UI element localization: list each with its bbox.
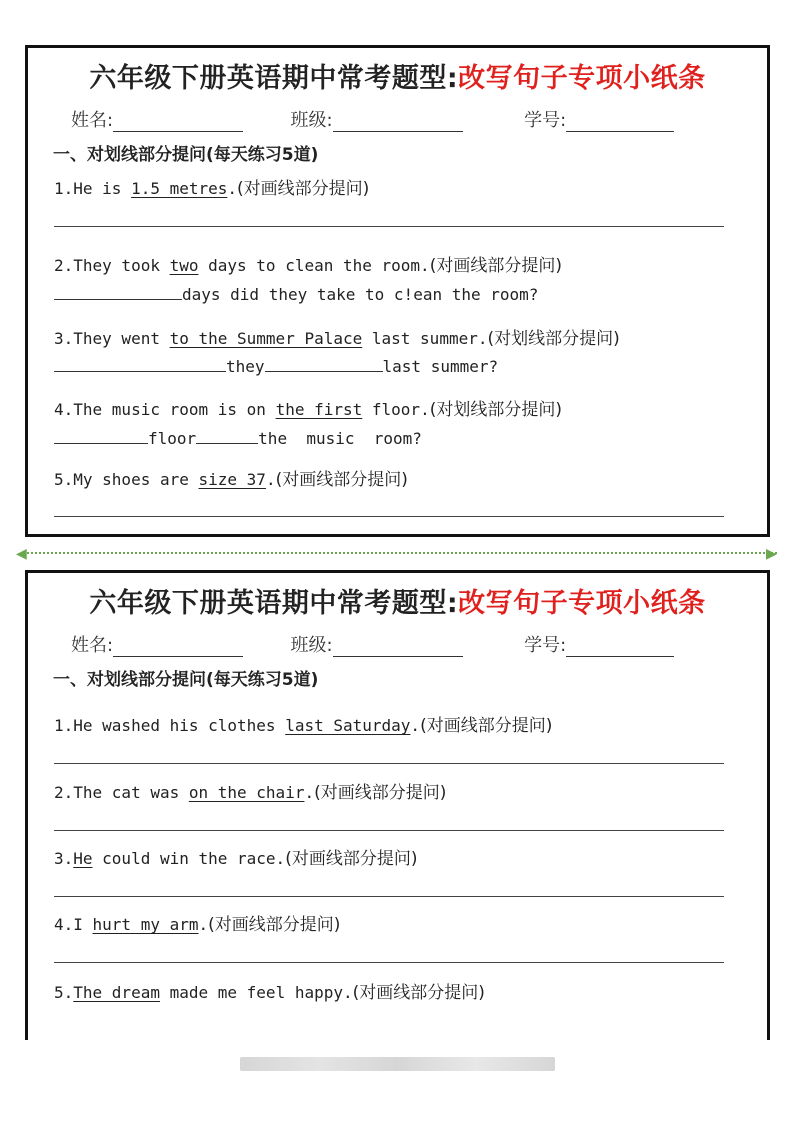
underlined-phrase: He — [73, 849, 93, 868]
class-label: 班级: — [290, 110, 333, 131]
worksheet-card-2 — [25, 570, 770, 1040]
answer-line-2[interactable] — [54, 830, 724, 831]
underlined-phrase: two — [169, 256, 199, 275]
arrow-right-icon: ▶ — [766, 546, 777, 562]
title-highlight: 改写句子专项小纸条 — [458, 63, 706, 94]
underlined-phrase: to the Summer Palace — [169, 329, 363, 348]
underlined-phrase: 1.5 metres — [131, 179, 228, 198]
underlined-phrase: hurt my arm — [92, 915, 199, 934]
question-5: 5.My shoes are size 37.(对画线部分提问) — [54, 470, 408, 490]
question-5: 5.The dream made me feel happy.(对画线部分提问) — [54, 983, 485, 1003]
class-field[interactable] — [333, 640, 463, 657]
question-3: 3.They went to the Summer Palace last summer.(对划线部分提问) — [54, 329, 620, 349]
section-heading: 一、对划线部分提问(每天练习5道) — [53, 145, 319, 165]
answer-2: days did they take to c!ean the room? — [54, 285, 538, 304]
id-field[interactable] — [566, 115, 674, 132]
title-main: 六年级下册英语期中常考题型: — [89, 63, 459, 94]
underlined-phrase: size 37 — [198, 470, 266, 489]
underlined-phrase: The dream — [73, 983, 160, 1002]
dotted-cut-divider — [22, 552, 777, 556]
name-label: 姓名: — [71, 110, 114, 131]
title-highlight: 改写句子专项小纸条 — [458, 588, 706, 619]
answer-blank[interactable] — [54, 357, 226, 372]
question-3: 3.He could win the race.(对画线部分提问) — [54, 849, 418, 869]
answer-line-5[interactable] — [54, 516, 724, 517]
answer-line-3[interactable] — [54, 896, 724, 897]
question-2: 2.The cat was on the chair.(对画线部分提问) — [54, 783, 447, 803]
answer-3: they last summer? — [54, 357, 498, 376]
student-info-row — [71, 106, 674, 132]
answer-line-1[interactable] — [54, 226, 724, 227]
name-label: 姓名: — [71, 635, 114, 656]
id-field[interactable] — [566, 640, 674, 657]
answer-blank[interactable] — [265, 357, 383, 372]
underlined-phrase: on the chair — [188, 783, 305, 802]
worksheet-card-1 — [25, 45, 770, 537]
id-label: 学号: — [524, 110, 567, 131]
arrow-left-icon: ◀ — [16, 546, 27, 562]
id-label: 学号: — [524, 635, 567, 656]
section-heading: 一、对划线部分提问(每天练习5道) — [53, 670, 319, 690]
student-info-row — [71, 631, 674, 657]
answer-blank[interactable] — [54, 285, 182, 300]
card-title — [28, 581, 767, 620]
answer-line-1[interactable] — [54, 763, 724, 764]
question-1: 1.He is 1.5 metres.(对画线部分提问) — [54, 179, 370, 199]
answer-blank[interactable] — [196, 429, 258, 444]
question-2: 2.They took two days to clean the room.(对画线部分提问) — [54, 256, 562, 276]
underlined-phrase: the first — [275, 400, 363, 419]
class-label: 班级: — [290, 635, 333, 656]
title-main: 六年级下册英语期中常考题型: — [89, 588, 459, 619]
answer-line-4[interactable] — [54, 962, 724, 963]
question-4: 4.The music room is on the first floor.(对划线部分提问) — [54, 400, 562, 420]
class-field[interactable] — [333, 115, 463, 132]
underlined-phrase: last Saturday — [285, 716, 411, 735]
answer-4: floor the music room? — [54, 429, 422, 448]
name-field[interactable] — [113, 640, 243, 657]
answer-blank[interactable] — [54, 429, 148, 444]
question-4: 4.I hurt my arm.(对画线部分提问) — [54, 915, 341, 935]
blurred-footer — [240, 1057, 555, 1071]
card-title — [28, 56, 767, 95]
question-1: 1.He washed his clothes last Saturday.(对画线部分提问) — [54, 716, 553, 736]
name-field[interactable] — [113, 115, 243, 132]
